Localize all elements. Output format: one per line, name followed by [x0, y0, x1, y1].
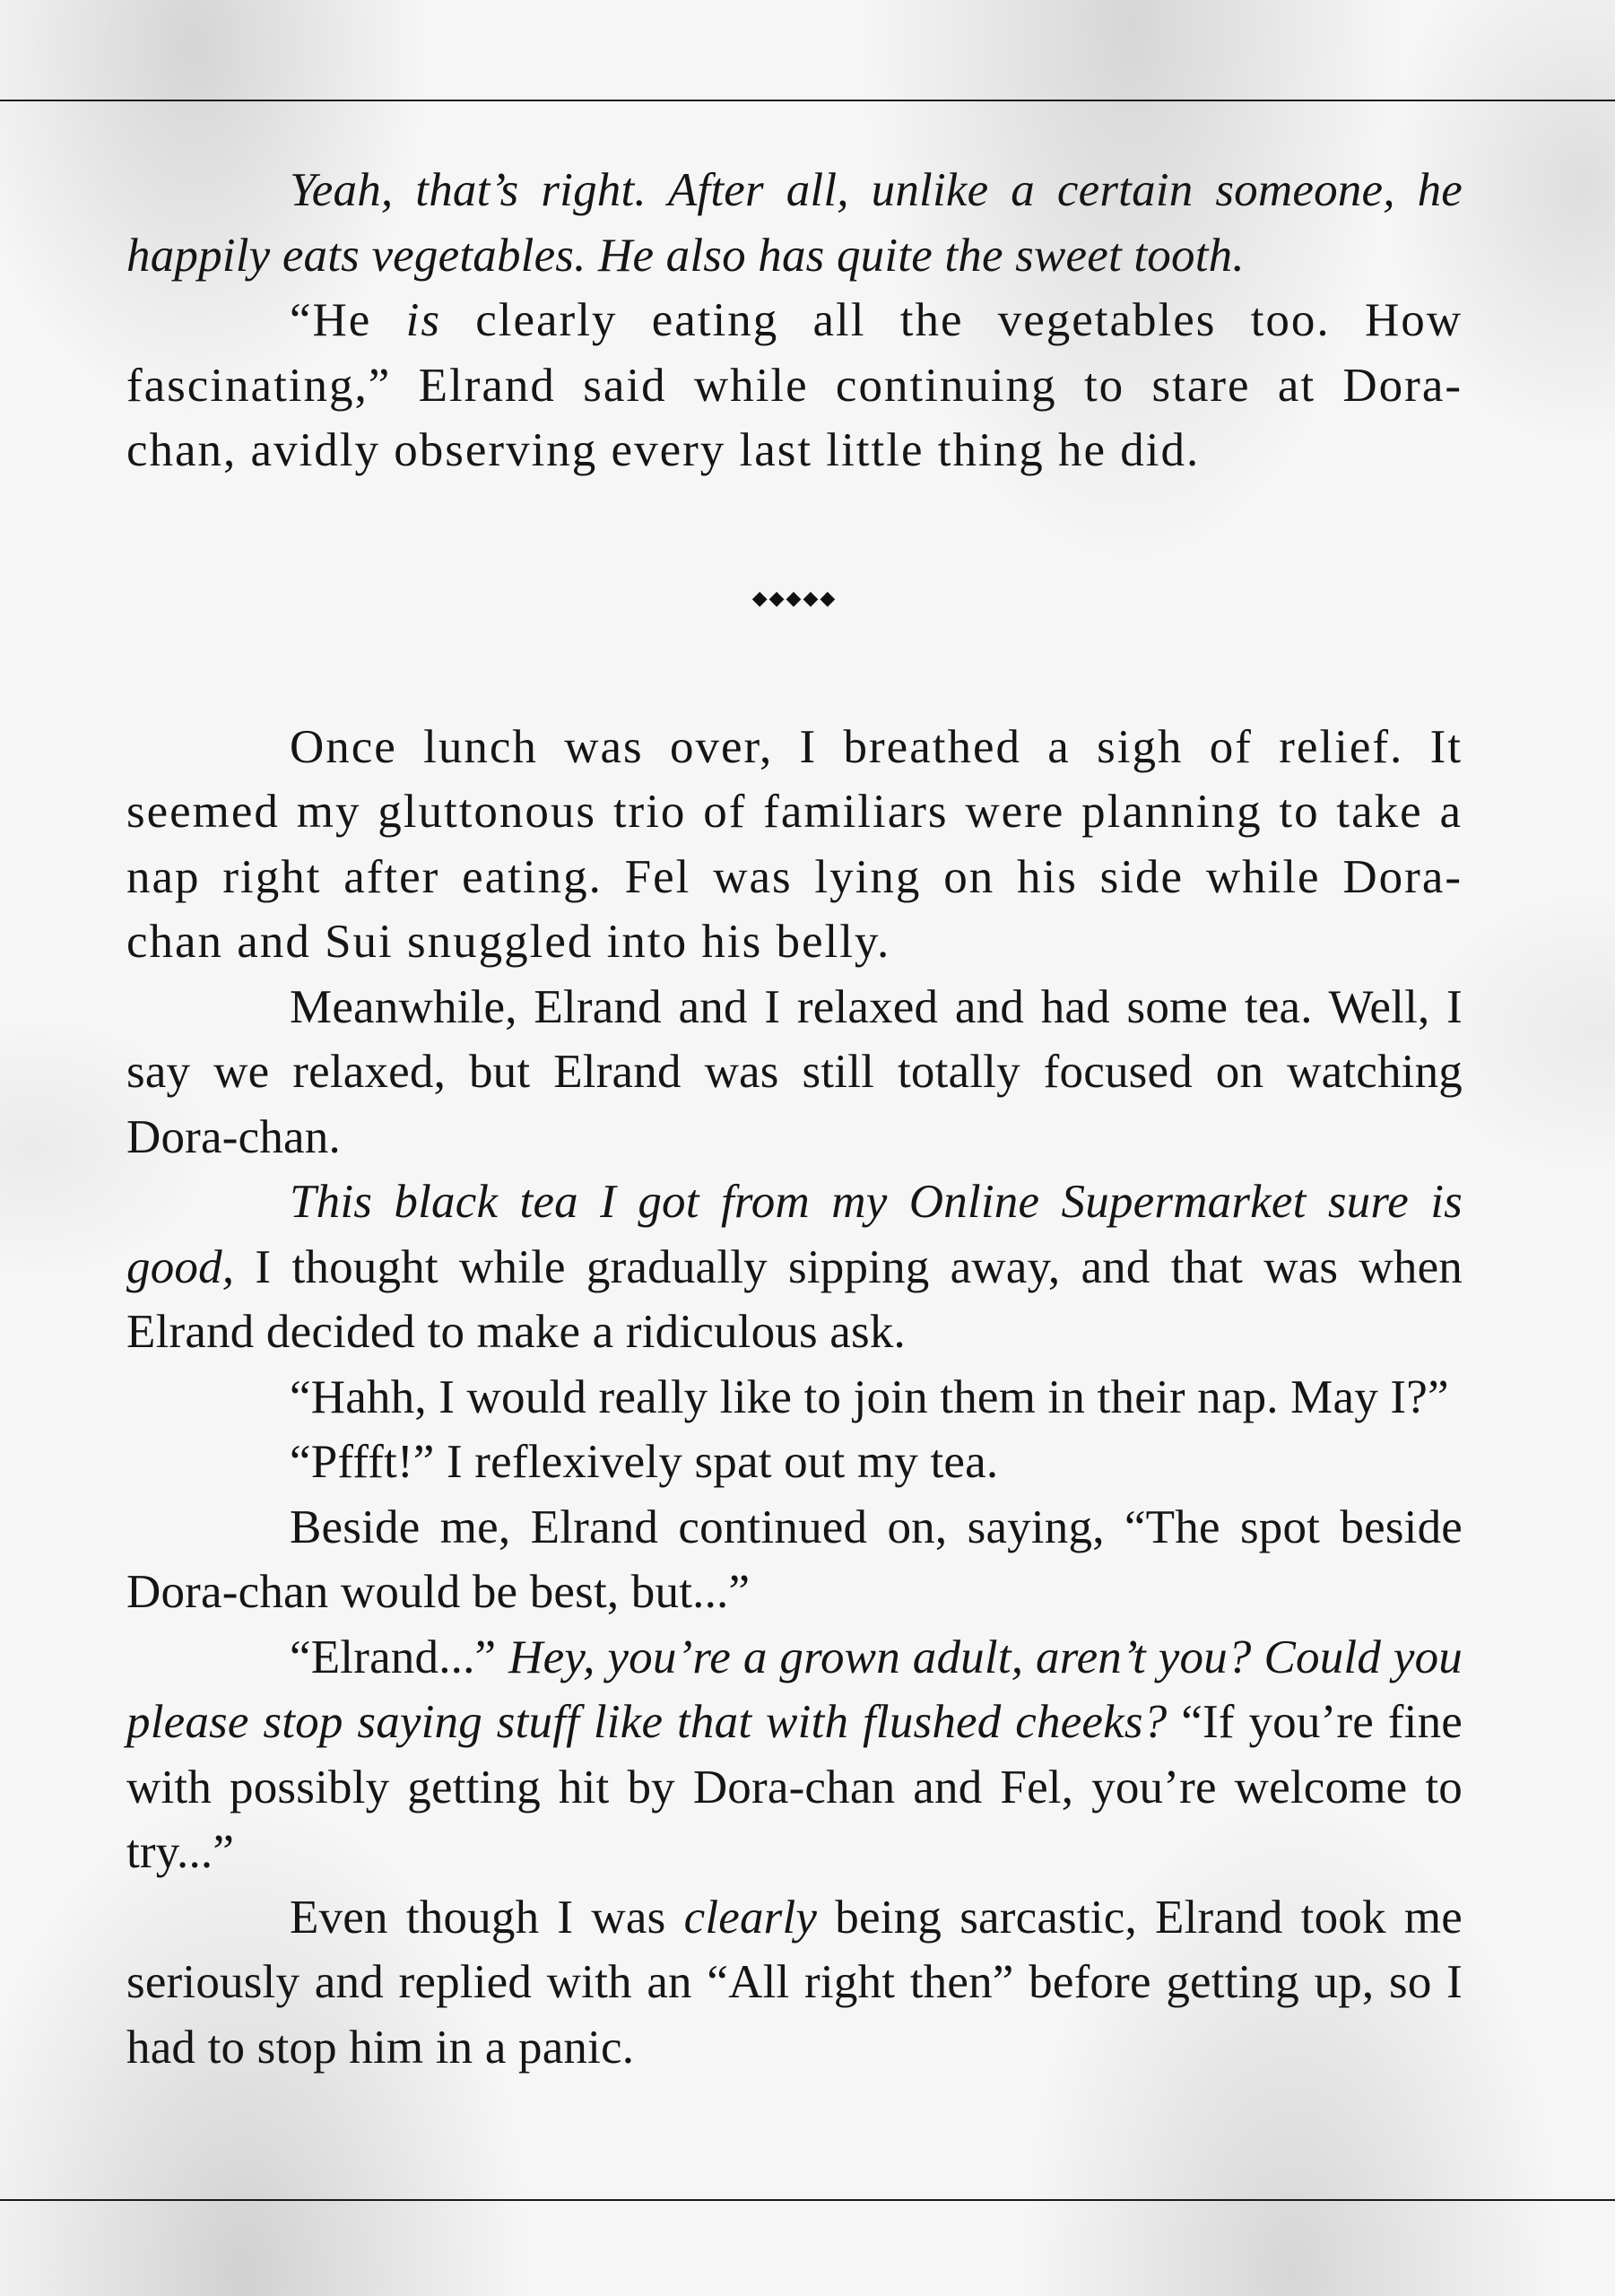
body-text — [126, 158, 1463, 2080]
text-run: Once lunch was over, I breathed a sigh of relief. It seemed my gluttonous trio of familiars were planning to take a nap right after eating. Fel was lying on his side while Dora-chan and Sui snuggled into his belly. — [126, 720, 1463, 968]
text-run: Yeah, that’s right. After all, unlike a certain someone, he happily eats vegetables. He also has quite the sweet tooth. — [126, 164, 1463, 282]
paragraph — [126, 975, 1463, 1170]
paragraph — [126, 1430, 1463, 1495]
paragraph — [126, 1495, 1463, 1625]
text-run: “Elrand...” — [290, 1631, 509, 1683]
paragraph — [126, 1170, 1463, 1365]
top-rule — [0, 100, 1615, 101]
bottom-rule — [0, 2199, 1615, 2201]
text-run: “Pffft!” I reflexively spat out my tea. — [290, 1436, 999, 1488]
text-run-italic: This black tea I got from my Online Supermarket sure is good, — [126, 1176, 1463, 1293]
text-run: Even though I was — [290, 1891, 684, 1944]
text-run-italic: is — [405, 294, 441, 346]
text-run-italic: clearly — [683, 1891, 818, 1944]
text-run: I thought while gradually sipping away, and that was when Elrand decided to make a ridiculous ask. — [126, 1240, 1463, 1358]
text-run: being sarcastic, Elrand took me seriously and replied with an “All right then” before getting up, so I had to stop him in a panic. — [126, 1891, 1463, 2074]
scene-break — [126, 483, 1463, 715]
text-run: Meanwhile, Elrand and I relaxed and had some tea. Well, I say we relaxed, but Elrand was still totally focused on watching Dora-chan. — [126, 980, 1463, 1163]
paragraph — [126, 1365, 1463, 1431]
text-run: “He — [290, 294, 406, 346]
text-run: Beside me, Elrand continued on, saying, “The spot beside Dora-chan would be best, but...” — [126, 1500, 1463, 1618]
text-run-italic: Hey, you’re a grown adult, aren’t you? Could you please stop saying stuff like that with flushed cheeks? — [126, 1631, 1463, 1748]
text-run: clearly eating all the vegetables too. How fascinating,” Elrand said while continuing to stare at Dora-chan, avidly observing every last little thing he did. — [126, 294, 1463, 476]
paragraph — [126, 158, 1463, 288]
text-run: “If you’re fine with possibly getting hit by Dora-chan and Fel, you’re welcome to try...” — [126, 1696, 1463, 1878]
paragraph — [126, 1625, 1463, 1885]
paragraph — [126, 288, 1463, 483]
scene-break-diamonds-icon: ◆◆◆◆◆ — [751, 587, 838, 610]
text-run: “Hahh, I would really like to join them in their nap. May I?” — [290, 1370, 1449, 1423]
paragraph — [126, 1885, 1463, 2081]
paragraph — [126, 715, 1463, 975]
